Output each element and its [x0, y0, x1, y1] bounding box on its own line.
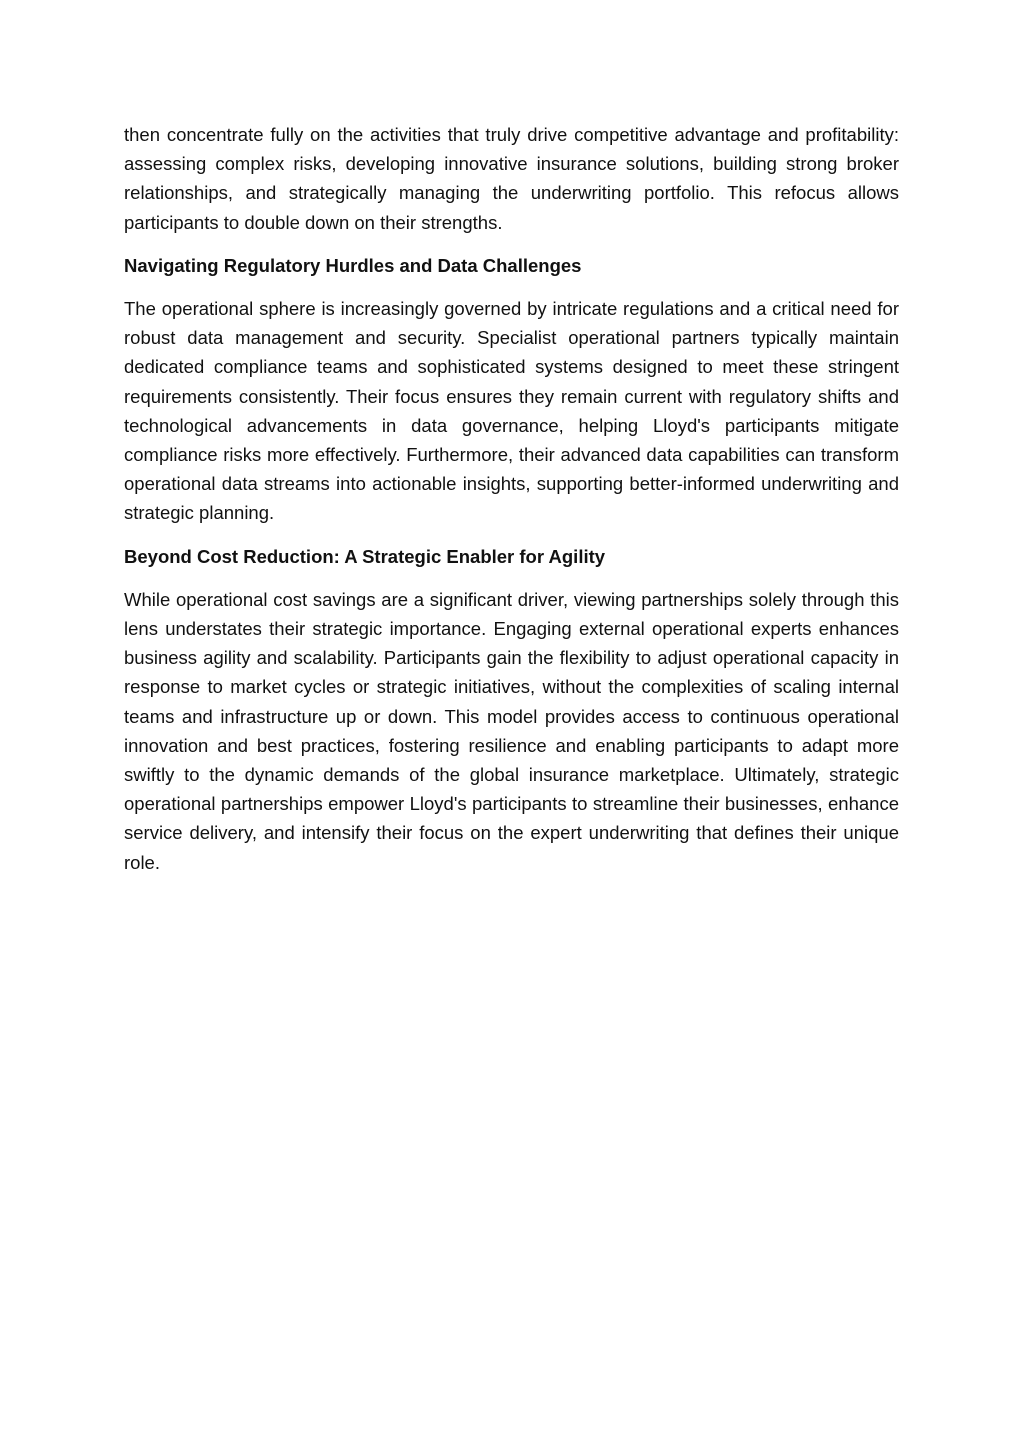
section-heading: Beyond Cost Reduction: A Strategic Enabler for Agility	[124, 545, 606, 567]
body-paragraph: then concentrate fully on the activities that truly drive competitive advantage and profitability: assessing complex risks, developing innovative insurance solutions, building strong broker relationships, and strategically managing the underwriting portfolio. This refocus allows participants to double down on their strengths.	[124, 124, 899, 233]
document-page	[124, 120, 899, 891]
body-paragraph: The operational sphere is increasingly governed by intricate regulations and a critical need for robust data management and security. Specialist operational partners typically maintain dedicated compliance teams and sophisticated systems designed to meet these stringent requirements consistently. Their focus ensures they remain current with regulatory shifts and technological advancements in data governance, helping Lloyd's participants mitigate compliance risks more effectively. Furthermore, their advanced data capabilities can transform operational data streams into actionable insights, supporting better-informed underwriting and strategic planning.	[124, 298, 899, 524]
body-paragraph: While operational cost savings are a significant driver, viewing partnerships solely through this lens understates their strategic importance. Engaging external operational experts enhances business agility and scalability. Participants gain the flexibility to adjust operational capacity in response to market cycles or strategic initiatives, without the complexities of scaling internal teams and infrastructure up or down. This model provides access to continuous operational innovation and best practices, fostering resilience and enabling participants to adapt more swiftly to the dynamic demands of the global insurance marketplace. Ultimately, strategic operational partnerships empower Lloyd's participants to streamline their businesses, enhance service delivery, and intensify their focus on the expert underwriting that defines their unique role.	[124, 588, 899, 873]
section-heading: Navigating Regulatory Hurdles and Data Challenges	[124, 254, 582, 276]
